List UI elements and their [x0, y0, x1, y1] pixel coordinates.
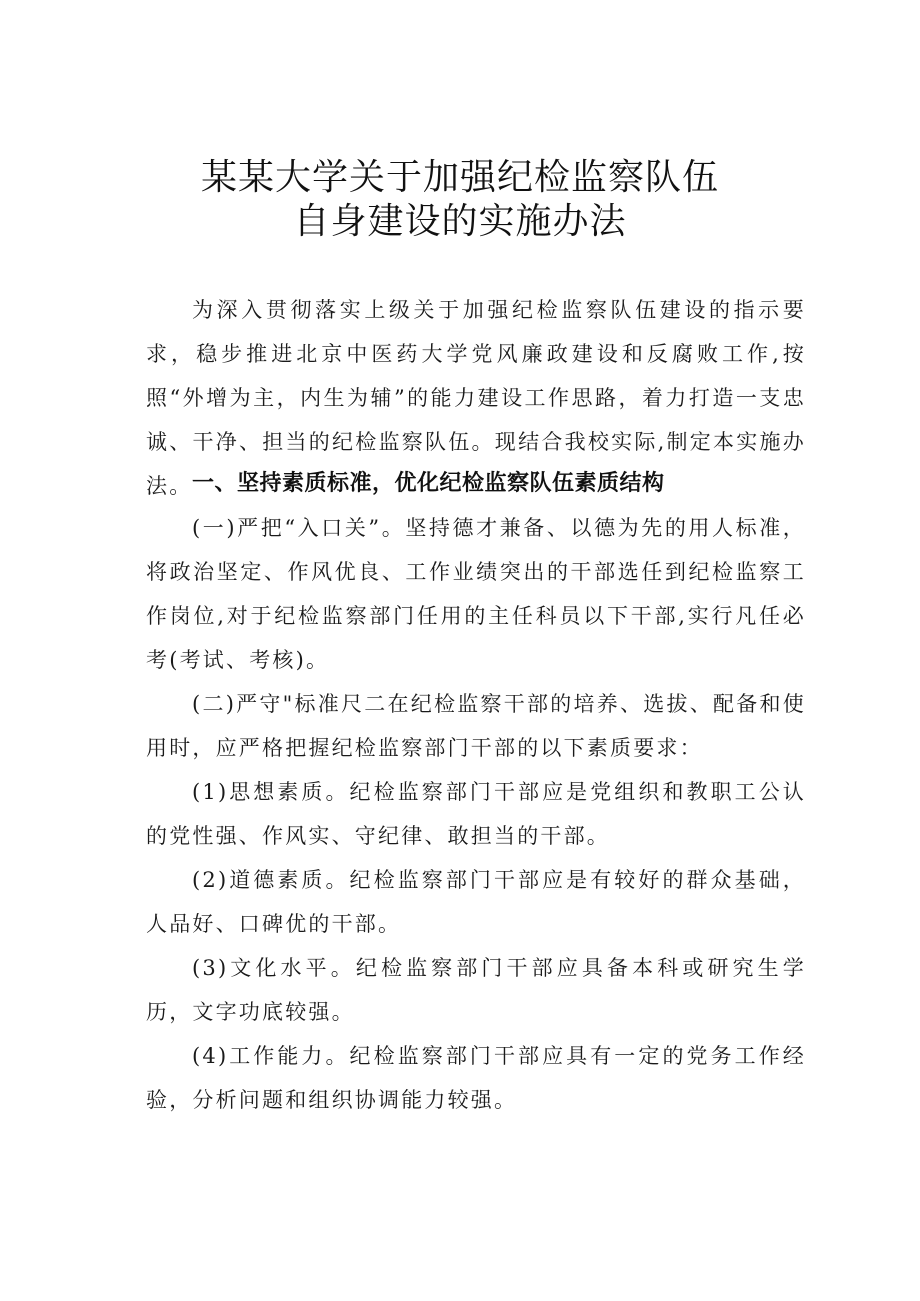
- requirement-2-morality: (2)道德素质。纪检监察部门干部应是有较好的群众基础，人品好、口碑优的干部。: [146, 868, 806, 936]
- requirement-4-ability: (4)工作能力。纪检监察部门干部应具有一定的党务工作经验，分析问题和组织协调能力较强。: [146, 1044, 806, 1112]
- item-2-quality-standard: (二)严守"标准尺二在纪检监察干部的培养、选拔、配备和使用时，应严格把握纪检监察部门干部的以下素质要求：: [146, 692, 806, 760]
- requirement-3-education: (3)文化水平。纪检监察部门干部应具备本科或研究生学历，文字功底较强。: [146, 956, 806, 1024]
- requirement-1-ideology: (1)思想素质。纪检监察部门干部应是党组织和教职工公认的党性强、作风实、守纪律、敢担当的干部。: [146, 780, 806, 848]
- section-1-heading: 一、坚持素质标准，优化纪检监察队伍素质结构: [192, 471, 665, 496]
- intro-paragraph: 为深入贯彻落实上级关于加强纪检监察队伍建设的指示要求，稳步推进北京中医药大学党风廉政建设和反腐败工作,按照“外增为主，内生为辅”的能力建设工作思路，着力打造一支忠诚、干净、担当的纪检监察队伍。现结合我校实际,制定本实施办法。: [146, 298, 806, 498]
- document-title-line-1: 某某大学关于加强纪检监察队伍: [200, 157, 719, 198]
- item-1-strict-entry: (一)严把“入口关”。坚持德才兼备、以德为先的用人标准，将政治坚定、作风优良、工作业绩突出的干部选任到纪检监察工作岗位,对于纪检监察部门任用的主任科员以下干部,实行凡任必考(考试、考核)。: [146, 516, 806, 672]
- document-title-line-2: 自身建设的实施办法: [293, 201, 627, 242]
